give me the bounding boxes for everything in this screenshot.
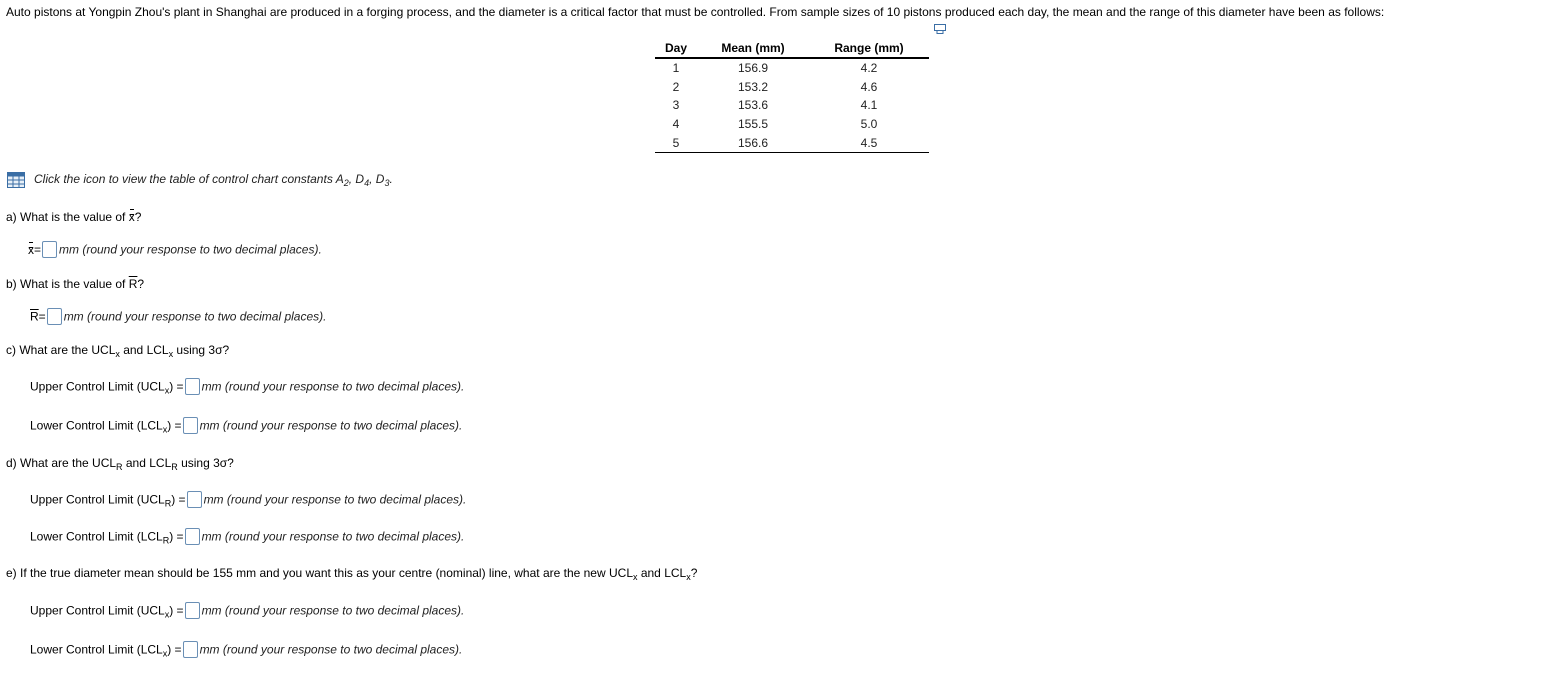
ucl-r-input[interactable] [187, 491, 202, 508]
answer-row-d-lower: Lower Control Limit $(LCL_R)$ = mm (round your response to two decimal places). [30, 529, 465, 546]
cell-mean: 153.2 [737, 79, 769, 94]
r-bar-symbol: $\overline{R}$ [128, 277, 138, 291]
table-row [655, 133, 929, 152]
cell-mean: 156.6 [697, 133, 809, 152]
x-double-bar-input[interactable] [42, 241, 57, 258]
answer-row-c-lower: Lower Control Limit $(LCL_x)$ = mm (round your response to two decimal places). [30, 418, 463, 435]
answer-row-d-upper: Upper Control Limit $(UCL_R)$ = mm (round your response to two decimal places). [30, 492, 467, 509]
copy-data-icon[interactable] [934, 24, 946, 34]
cell-day: 1 [672, 61, 680, 76]
answer-row-e-upper: Upper Control Limit $(UCL_x)$ = mm (round your response to two decimal places). [30, 603, 465, 620]
question-c: c) What are the $UCL_x$ and $LCL_x$ using 3σ? [6, 343, 230, 359]
question-b: b) What is the value of $\overline{R}$? [6, 277, 145, 291]
cell-range: 4.6 [860, 79, 878, 94]
cell-day: 3 [672, 98, 680, 113]
col-header-day: Day [655, 39, 697, 58]
x-double-bar-symbol: x [128, 210, 135, 224]
cell-mean: 153.6 [737, 98, 769, 113]
cell-day: 2 [672, 79, 680, 94]
cell-day: 5 [655, 133, 697, 152]
cell-range: 4.1 [860, 98, 878, 113]
cell-range: 5.0 [860, 117, 878, 132]
answer-row-c-upper: Upper Control Limit $(UCL_x)$ = mm (round your response to two decimal places). [30, 379, 465, 396]
question-d: d) What are the $UCL_R$ and $LCL_R$ using 3σ? [6, 456, 234, 472]
lcl-x-input[interactable] [183, 417, 198, 434]
new-lcl-x-input[interactable] [183, 641, 198, 658]
data-table [655, 39, 929, 153]
col-header-mean: Mean (mm) [697, 39, 809, 58]
table-row [655, 96, 929, 115]
table-row [655, 115, 929, 134]
ucl-x-input[interactable] [185, 378, 200, 395]
table-grid-icon[interactable] [7, 172, 25, 188]
constants-link[interactable]: Click the icon to view the table of control chart constants $A_2$, $D_4$, $D_3$. [34, 172, 393, 188]
lcl-r-input[interactable] [185, 528, 200, 545]
r-bar-input[interactable] [47, 308, 62, 325]
col-header-range: Range (mm) [809, 39, 929, 58]
cell-range: 4.2 [860, 61, 878, 76]
answer-row-e-lower: Lower Control Limit $(LCL_x)$ = mm (round your response to two decimal places). [30, 642, 463, 659]
question-a: a) What is the value of x? [6, 210, 142, 224]
answer-row-a: x= mm (round your response to two decimal places). [28, 242, 322, 257]
cell-range: 4.5 [809, 133, 929, 152]
problem-statement: Auto pistons at Yongpin Zhou's plant in Shanghai are produced in a forging process, and the diameter is a critical factor that must be controlled. From sample sizes of 10 pistons produced each day, the mean and the range of this diameter have been as follows: [6, 5, 1385, 19]
new-ucl-x-input[interactable] [185, 602, 200, 619]
cell-day: 4 [672, 117, 680, 132]
constants-link-text: Click the icon to view the table of control chart constants A [34, 172, 344, 186]
cell-mean: 156.9 [737, 61, 769, 76]
table-row [655, 78, 929, 97]
cell-mean: 155.5 [737, 117, 769, 132]
question-e: e) If the true diameter mean should be 155 mm and you want this as your centre (nominal) line, what are the new $UCL_x$ and $LCL_x$? [6, 566, 698, 582]
answer-row-b: $\overline{R}=$ mm (round your response to two decimal places). [30, 309, 327, 324]
table-row [655, 58, 929, 78]
